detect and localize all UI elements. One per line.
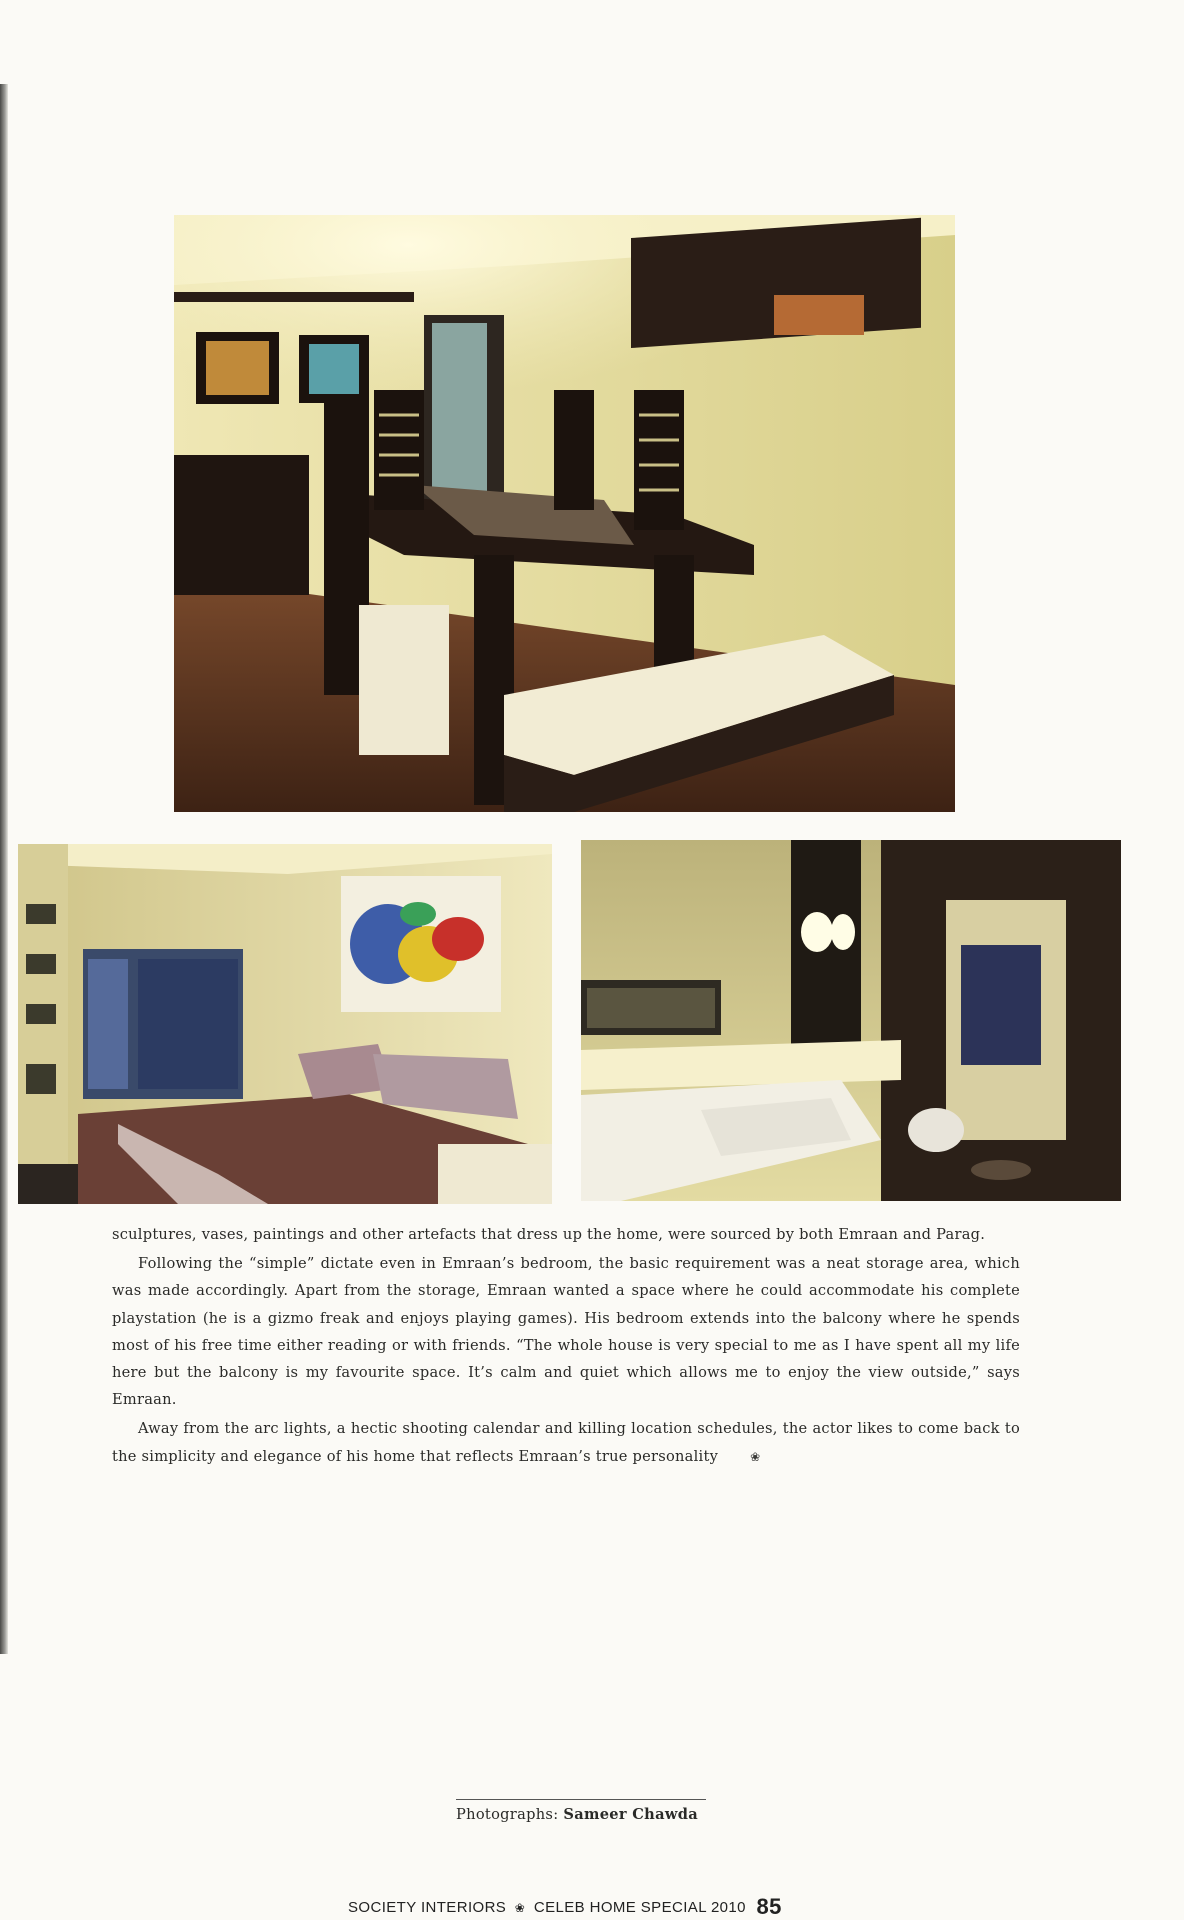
bedroom-photo — [18, 844, 552, 1204]
article-body — [112, 1221, 1020, 1473]
bathroom-photo — [581, 840, 1121, 1201]
page-spine-shadow — [0, 84, 8, 1654]
credit-name: Sameer Chawda — [563, 1806, 698, 1823]
article-paragraph-text: Away from the arc lights, a hectic shooting calendar and killing location schedules, the actor likes to come back to the simplicity and elegance of his home that reflects Emraan’s true personality — [112, 1420, 1020, 1465]
photo-credit — [456, 1806, 698, 1823]
flower-bullet-icon: ❀ — [514, 1901, 526, 1915]
article-paragraph-last — [112, 1415, 1020, 1470]
article-paragraph: sculptures, vases, paintings and other artefacts that dress up the home, were sourced by both Emraan and Parag. — [112, 1226, 986, 1243]
issue-name: CELEB HOME SPECIAL 2010 — [533, 1899, 746, 1916]
article-paragraph: Following the “simple” dictate even in Emraan’s bedroom, the basic requirement was a neat storage area, which was made accordingly. Apart from the storage, Emraan wanted a space where he could accommodate his complete playstation (he is a gizmo freak and enjoys playing games). His bedroom extends into the balcony where he spends most of his free time either reading or with friends. “The whole house is very special to me as I have spent all my life here but the balcony is my favourite space. It’s calm and quiet which allows me to enjoy the view outside,” says Emraan. — [112, 1255, 1020, 1409]
dining-room-photo — [174, 215, 955, 812]
page-footer — [348, 1894, 868, 1920]
credit-label: Photographs: — [456, 1806, 559, 1823]
page-number: 85 — [756, 1894, 782, 1919]
publication-name: SOCIETY INTERIORS — [348, 1899, 507, 1916]
flower-bullet-icon: ❀ — [750, 1449, 761, 1464]
credit-rule — [456, 1799, 706, 1800]
